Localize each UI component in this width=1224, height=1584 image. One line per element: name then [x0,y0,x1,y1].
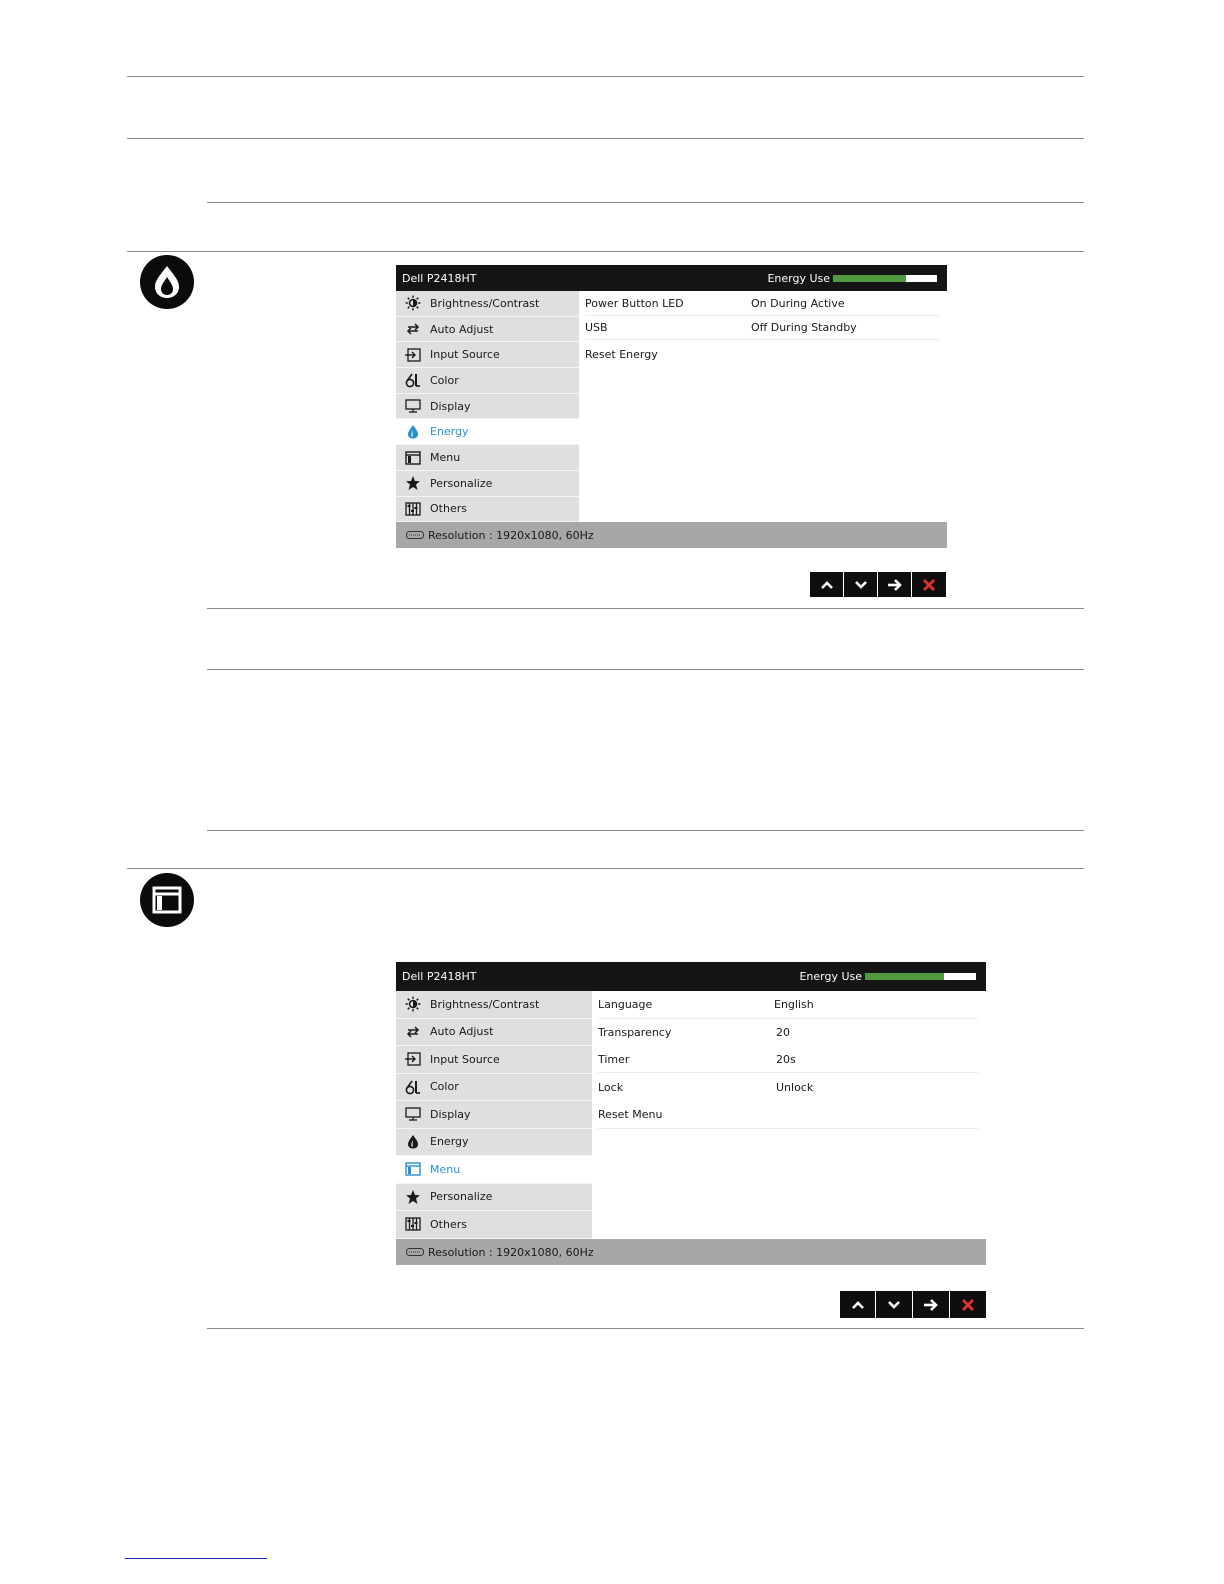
energy-icon [404,423,422,441]
energy-use-bar [833,275,937,282]
brightness-icon [404,294,422,312]
energy-section-icon [140,255,194,309]
osd-menu-item-brightness-contrast[interactable] [396,291,579,317]
input-source-icon [404,346,422,364]
osd-row[interactable] [585,291,939,316]
others-icon [404,500,422,518]
personalize-icon [404,474,422,492]
osd-menu-item-label: Brightness/Contrast [430,997,540,1011]
osd-row[interactable] [598,1073,978,1101]
menu-icon [404,449,422,467]
energy-use-meter [767,272,937,285]
osd-menu [396,962,986,1265]
connector-icon [406,1246,424,1259]
connector-icon [406,529,424,542]
osd-menu-item-label: Input Source [430,348,500,362]
setting-label: USB [585,321,608,334]
divider [207,608,1084,609]
setting-value: 20 [776,1026,790,1039]
osd-menu-item-label: Auto Adjust [430,1025,494,1039]
osd-menu-item-label: Brightness/Contrast [430,296,540,310]
osd-menu-item-label: Energy [430,1135,469,1149]
osd-row[interactable] [598,1019,978,1046]
down-button[interactable] [876,1291,912,1318]
setting-label: Timer [598,1052,630,1066]
color-icon [404,1078,422,1096]
resolution-text: Resolution : 1920x1080, 60Hz [428,1245,594,1259]
divider [207,1328,1084,1329]
divider [127,868,1084,869]
osd-menu-item-auto-adjust[interactable] [396,317,579,343]
setting-label: Language [598,998,653,1011]
osd-body [396,991,986,1239]
osd-menu-item-label: Menu [430,451,461,465]
osd-menu-item-label: Personalize [430,1190,493,1204]
monitor-model: Dell P2418HT [402,970,477,983]
osd-resolution-bar [396,522,947,548]
color-icon [404,371,422,389]
osd-menu-item-label: Energy [430,425,469,439]
setting-label: Reset Energy [585,347,658,361]
menu-icon [404,1160,422,1178]
energy-use-fill [865,973,944,980]
divider [207,669,1084,670]
setting-label: Reset Menu [598,1108,663,1121]
up-button[interactable] [840,1291,875,1318]
up-arrow-icon [851,1300,865,1310]
osd-menu-item-auto-adjust[interactable] [396,1019,592,1047]
osd-menu-item-input-source[interactable] [396,342,579,368]
menu-section-icon [140,873,194,927]
exit-button[interactable] [950,1291,986,1318]
exit-button[interactable] [912,572,946,597]
right-arrow-icon [887,578,903,592]
osd-menu-item-label: Others [430,1217,467,1231]
osd-menu-item-menu[interactable] [396,445,579,471]
setting-value: English [774,998,814,1011]
osd-menu-item-brightness-contrast[interactable] [396,991,592,1019]
osd-row[interactable] [585,316,939,340]
osd-menu-item-label: Color [430,1080,459,1094]
osd-menu-item-others[interactable] [396,1211,592,1239]
divider [207,202,1084,203]
footnote-rule [125,1558,267,1559]
setting-label: Transparency [598,1026,672,1039]
display-icon [404,397,422,415]
osd-menu-item-color[interactable] [396,1074,592,1102]
osd-menu-item-display[interactable] [396,1101,592,1129]
setting-value: Off During Standby [751,321,857,334]
osd-menu-item-label: Auto Adjust [430,322,494,336]
right-arrow-icon [923,1298,939,1312]
setting-value: 20s [776,1052,796,1066]
osd-header [396,265,947,291]
down-arrow-icon [854,580,868,590]
osd-menu-item-label: Menu [430,1162,461,1176]
osd-menu-item-label: Display [430,1107,471,1121]
osd-nav-buttons [810,572,946,597]
up-button[interactable] [810,572,843,597]
osd-row[interactable] [598,1046,978,1073]
setting-value: On During Active [751,296,845,310]
osd-menu-list [396,291,579,522]
down-button[interactable] [844,572,877,597]
up-arrow-icon [820,580,834,590]
enter-button[interactable] [878,572,911,597]
osd-header [396,962,986,991]
divider [127,76,1084,77]
input-source-icon [404,1050,422,1068]
osd-menu-item-label: Others [430,502,467,516]
others-icon [404,1215,422,1233]
display-icon [404,1105,422,1123]
osd-settings-panel [579,291,947,522]
osd-menu-item-display[interactable] [396,394,579,420]
osd-menu-item-label: Color [430,373,459,387]
osd-energy [396,265,947,548]
energy-icon [404,1133,422,1151]
setting-label: Lock [598,1080,624,1094]
energy-use-label: Energy Use [767,271,830,285]
osd-menu-item-energy[interactable] [396,420,579,446]
close-icon [923,579,935,591]
energy-use-bar [865,973,976,980]
energy-use-label: Energy Use [799,970,862,983]
divider [127,138,1084,139]
divider [207,830,1084,831]
auto-adjust-icon [404,320,422,338]
osd-menu-item-label: Input Source [430,1052,500,1066]
osd-menu-item-label: Personalize [430,476,493,490]
osd-menu-list [396,991,592,1239]
enter-button[interactable] [913,1291,949,1318]
setting-label: Power Button LED [585,296,684,310]
osd-row[interactable] [598,1101,978,1129]
osd-menu-item-input-source[interactable] [396,1046,592,1074]
osd-menu-item-energy[interactable] [396,1129,592,1157]
osd-menu-item-personalize[interactable] [396,471,579,497]
energy-use-meter [799,970,976,983]
divider [127,251,1084,252]
resolution-text: Resolution : 1920x1080, 60Hz [428,528,594,542]
auto-adjust-icon [404,1023,422,1041]
close-icon [962,1299,974,1311]
osd-menu-item-personalize[interactable] [396,1184,592,1212]
osd-menu-item-label: Display [430,399,471,413]
osd-menu-item-others[interactable] [396,497,579,523]
brightness-icon [404,995,422,1013]
osd-body [396,291,947,522]
osd-resolution-bar [396,1239,986,1265]
osd-row[interactable] [585,340,939,368]
osd-settings-panel [592,991,986,1239]
personalize-icon [404,1188,422,1206]
osd-row[interactable] [598,991,978,1019]
osd-menu-item-menu[interactable] [396,1156,592,1184]
osd-nav-buttons [840,1291,986,1318]
energy-use-fill [833,275,906,282]
setting-value: Unlock [776,1080,814,1094]
monitor-model: Dell P2418HT [402,271,477,285]
down-arrow-icon [887,1300,901,1310]
osd-menu-item-color[interactable] [396,368,579,394]
